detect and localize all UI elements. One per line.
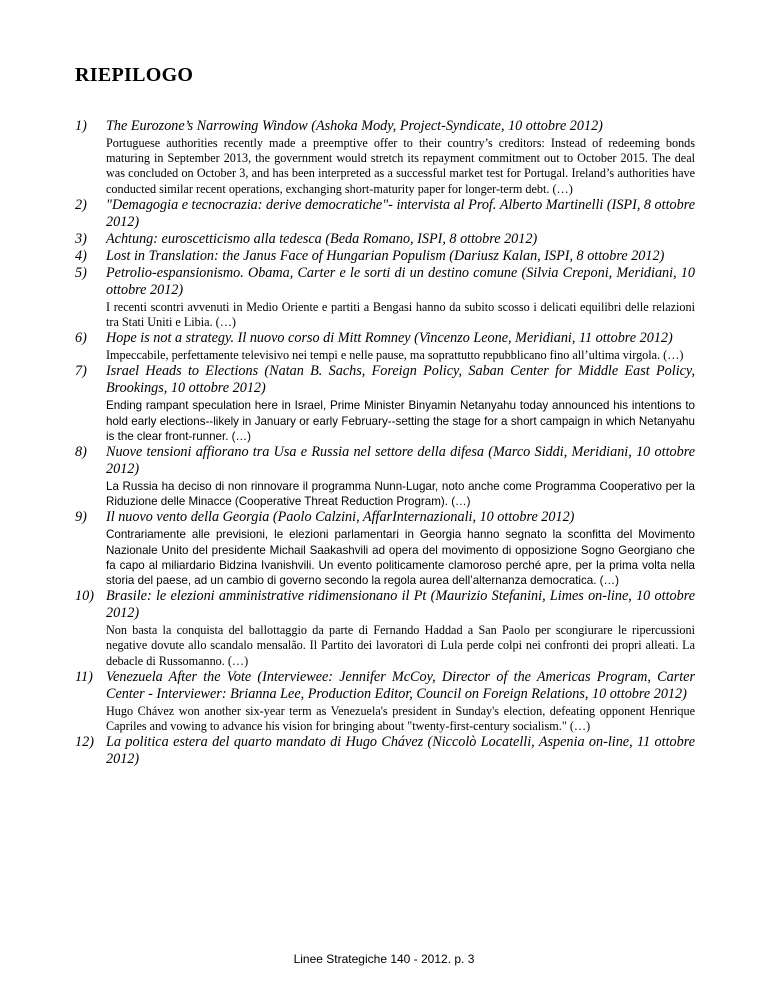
page-footer: Linee Strategiche 140 - 2012. p. 3 xyxy=(293,952,475,966)
page-heading: RIEPILOGO xyxy=(75,64,194,86)
item-abstract: La Russia ha deciso di non rinnovare il programma Nunn-Lugar, noto anche come Programma Cooperativo per la Riduzione delle Minacce (Cooperative Threat Reduction Program). (…) xyxy=(106,480,695,509)
item-number: 10) xyxy=(75,588,94,605)
item-title: Il nuovo vento della Georgia (Paolo Calzini, AffarInternazionali, 10 ottobre 2012) xyxy=(106,509,575,526)
item-title: "Demagogia e tecnocrazia: derive democratiche"- intervista al Prof. Alberto Martinelli (ISPI, 8 ottobre 2012) xyxy=(106,196,696,230)
list-item xyxy=(75,734,695,768)
list-item xyxy=(75,444,695,509)
item-title: Achtung: euroscetticismo alla tedesca (Beda Romano, ISPI, 8 ottobre 2012) xyxy=(106,230,538,247)
item-number: 7) xyxy=(75,363,87,380)
list-item xyxy=(75,363,695,444)
item-number: 9) xyxy=(75,509,87,526)
item-number: 3) xyxy=(75,230,87,247)
item-title: Israel Heads to Elections (Natan B. Sachs, Foreign Policy, Saban Center for Middle East Policy, Brookings, 10 ottobre 2012) xyxy=(106,363,695,397)
item-number: 4) xyxy=(75,247,87,264)
item-abstract: Impeccabile, perfettamente televisivo nei tempi e nelle pause, ma soprattutto repubblicano fino all’ultima virgola. (…) xyxy=(106,348,684,363)
list-item xyxy=(75,509,695,588)
item-number: 8) xyxy=(75,444,87,461)
list-item xyxy=(75,330,695,363)
item-title: Brasile: le elezioni amministrative ridimensionano il Pt (Maurizio Stefanini, Limes on-line, 10 ottobre 2012) xyxy=(106,588,695,622)
item-title: Petrolio-espansionismo. Obama, Carter e le sorti di un destino comune (Silvia Creponi, Meridiani, 10 ottobre 2012) xyxy=(106,264,695,298)
list-item xyxy=(75,248,695,265)
item-number: 11) xyxy=(75,668,93,685)
item-title: Venezuela After the Vote (Interviewee: Jennifer McCoy, Director of the Americas Program, Carter Center - Interviewer: Brianna Lee, Production Editor, Council on Foreign Relations, 10 ottobre 2012) xyxy=(106,668,695,702)
item-number: 1) xyxy=(75,118,87,134)
item-abstract: Portuguese authorities recently made a preemptive offer to their country’s creditors: Instead of redeeming bonds maturing in September 2013, the government would stretch its repayment commitment out to October 2015. The deal was concluded on October 3, and has been interpreted as a successful market test for Portugal. Ireland’s authorities have conducted similar recent operations, exchanging short-maturity paper for longer-term debt. (…) xyxy=(106,136,695,196)
item-title: The Eurozone’s Narrowing Window (Ashoka Mody, Project-Syndicate, 10 ottobre 2012) xyxy=(106,118,603,134)
item-title: La politica estera del quarto mandato di Hugo Chávez (Niccolò Locatelli, Aspenia on-line, 11 ottobre 2012) xyxy=(106,734,695,768)
list-item xyxy=(75,231,695,248)
list-item xyxy=(75,265,695,330)
item-title: Hope is not a strategy. Il nuovo corso di Mitt Romney (Vincenzo Leone, Meridiani, 11 ottobre 2012) xyxy=(106,330,673,347)
item-number: 6) xyxy=(75,330,87,347)
item-number: 5) xyxy=(75,264,87,281)
item-number: 12) xyxy=(75,734,94,751)
item-abstract: Hugo Chávez won another six-year term as Venezuela's president in Sunday's election, defeating opponent Henrique Capriles and vowing to advance his vision for bringing about "twenty-first-century socialism." (…) xyxy=(106,703,695,734)
item-abstract: Ending rampant speculation here in Israel, Prime Minister Binyamin Netanyahu today announced his intentions to hold early elections--likely in January or early February--setting the stage for a short campaign in which Netanyahu is the clear front-runner. (…) xyxy=(106,399,695,443)
item-title: Lost in Translation: the Janus Face of Hungarian Populism (Dariusz Kalan, ISPI, 8 ottobre 2012) xyxy=(106,247,665,264)
list-item xyxy=(75,118,695,197)
list-item xyxy=(75,588,695,669)
item-abstract: Contrariamente alle previsioni, le elezioni parlamentari in Georgia hanno segnato la sconfitta del Movimento Nazionale Unito del presidente Michail Saakashvili ad opera del movimento di opposizione Sogno Georgiano che fa capo al miliardario Bidzina Ivanishvili. Un evento politicamente clamoroso perché apre, per la prima volta nella storia del paese, ad un cambio di governo secondo la regola aurea dell’alternanza democratica. (…) xyxy=(106,528,695,588)
article-list xyxy=(75,118,695,768)
item-abstract: I recenti scontri avvenuti in Medio Oriente e partiti a Bengasi hanno da subito scosso i delicati equilibri delle relazioni tra Stati Uniti e Libia. (…) xyxy=(106,299,695,330)
list-item xyxy=(75,197,695,231)
item-number: 2) xyxy=(75,196,87,213)
item-title: Nuove tensioni affiorano tra Usa e Russia nel settore della difesa (Marco Siddi, Meridiani, 10 ottobre 2012) xyxy=(106,444,695,478)
item-abstract: Non basta la conquista del ballottaggio da parte di Fernando Haddad a San Paolo per scongiurare le ripercussioni negative dovute allo scandalo mensalão. Il Partito dei lavoratori di Lula perde colpi nei confronti dei propri alleati. La debacle di Russomanno. (…) xyxy=(106,623,695,668)
list-item xyxy=(75,669,695,734)
